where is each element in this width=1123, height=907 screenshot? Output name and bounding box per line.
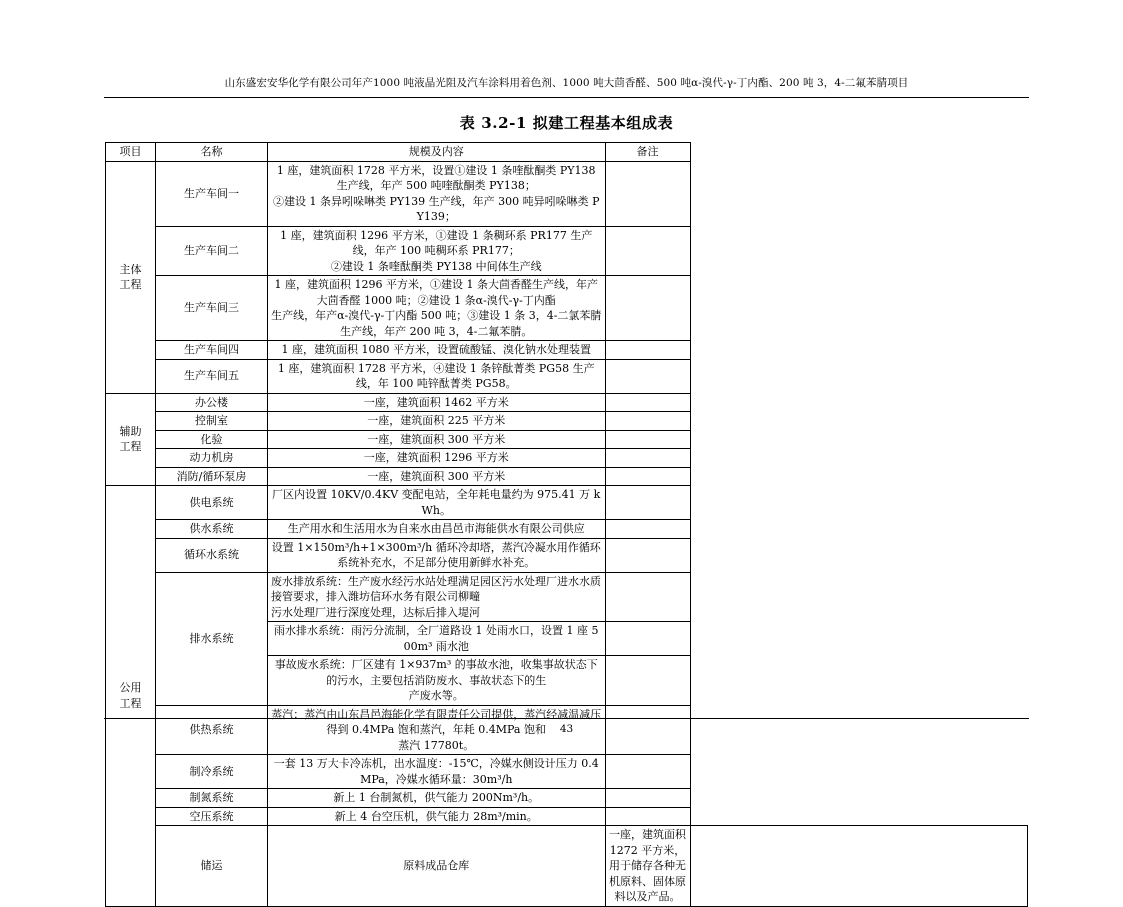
table-row [106, 393, 1028, 412]
row-spec-line1: 1 座，建筑面积 1296 平方米，①建设 1 条大茴香醛生产线，年产大茴香醛 1000 吨；②建设 1 条α-溴代-γ-丁内酯 [274, 278, 598, 307]
row-note [605, 656, 690, 706]
row-note [605, 161, 690, 226]
row-note [605, 807, 690, 826]
row-spec: 新上 1 台制氮机，供气能力 200Nm³/h。 [268, 789, 606, 808]
group-label-utility-line2: 工程 [119, 696, 142, 710]
group-label-main [106, 161, 156, 393]
row-note [605, 430, 690, 449]
row-spec: 生产用水和生活用水为自来水由昌邑市海能供水有限公司供应 [268, 520, 606, 539]
group-label-main-line1: 主体 [119, 262, 142, 276]
page-number: 43 [559, 723, 574, 735]
row-note [690, 826, 1028, 907]
row-spec-line5: 产废水等。 [408, 689, 464, 702]
row-spec: 新上 4 台空压机，供气能力 28m³/min。 [268, 807, 606, 826]
row-note [605, 755, 690, 789]
row-spec: 厂区内设置 10KV/0.4KV 变配电站，全年耗电量约为 975.41 万 kWh。 [268, 486, 606, 520]
column-header-note: 备注 [605, 143, 690, 162]
row-name: 生产车间一 [156, 161, 268, 226]
row-spec-line1: 废水排放系统：生产废水经污水站处理满足园区污水处理厂进水水质接管要求，排入潍坊信环水务有限公司柳疃 [271, 574, 601, 603]
table-row [106, 572, 1028, 622]
group-label-storage: 储运 [156, 826, 268, 907]
row-note [605, 622, 690, 656]
table-row [106, 486, 1028, 520]
row-name: 制氮系统 [156, 789, 268, 808]
row-spec-line2: ②建设 1 条喹酞酮类 PY138 中间体生产线 [330, 259, 542, 273]
row-note [605, 572, 690, 622]
row-spec: 1 座，建筑面积 1728 平方米，④建设 1 条锌酞菁类 PG58 生产线，年 100 吨锌酞菁类 PG58。 [268, 359, 606, 393]
row-note [605, 226, 690, 276]
table-row [106, 807, 1028, 826]
row-name: 原料成品仓库 [268, 826, 606, 907]
table-row [106, 520, 1028, 539]
row-note [605, 467, 690, 486]
row-spec-line2: 污水处理厂进行深度处理，达标后排入堤河 [271, 605, 480, 619]
group-label-main-line2: 工程 [119, 278, 142, 291]
row-spec-line2: ②建设 1 条异吲哚啉类 PY139 生产线，年产 300 吨异吲哚啉类 PY139； [272, 194, 600, 223]
row-name: 消防/循环泵房 [156, 467, 268, 486]
table-row [106, 538, 1028, 572]
row-spec: 一座，建筑面积 1272 平方米，用于储存各种无机原料、固体原料以及产品。 [605, 826, 690, 907]
row-spec-line4: 事故废水系统：厂区建有 1×937m³ 的事故水池，收集事故状态下的污水，主要包括消防废水、事故状态下的生 [274, 658, 598, 687]
row-name: 制冷系统 [156, 755, 268, 789]
row-spec [268, 161, 606, 226]
row-spec: 设置 1×150m³/h+1×300m³/h 循环冷却塔，蒸汽冷凝水用作循环系统补充水，不足部分使用新鲜水补充。 [268, 538, 606, 572]
table-row [106, 449, 1028, 468]
row-spec: 一座，建筑面积 300 平方米 [268, 430, 606, 449]
project-composition-table [105, 142, 1028, 907]
row-spec-line1: 蒸汽：蒸汽由山东昌邑海能化学有限责任公司提供，蒸汽经减温减压得到 0.4MPa 饱和蒸汽，年耗 0.4MPa 饱和 [271, 707, 602, 736]
row-spec [268, 572, 606, 622]
table-row [106, 226, 1028, 276]
column-header-spec: 规模及内容 [268, 143, 606, 162]
table-row [106, 412, 1028, 431]
row-spec: 一座，建筑面积 225 平方米 [268, 412, 606, 431]
running-header: 山东盛宏安华化学有限公司年产1000 吨液晶光阻及汽车涂料用着色剂、1000 吨大茴香醛、500 吨α-溴代-γ-丁内酯、200 吨 3，4-二氟苯腈项目 [224, 77, 909, 89]
row-spec-line1: 1 座，建筑面积 1728 平方米，设置①建设 1 条喹酞酮类 PY138 生产线，年产 500 吨喹酞酮类 PY138； [276, 163, 596, 192]
row-name: 动力机房 [156, 449, 268, 468]
row-spec: 一套 13 万大卡冷冻机，出水温度：-15℃，冷媒水侧设计压力 0.4MPa，冷媒水循环量：30m³/h [268, 755, 606, 789]
row-note [605, 359, 690, 393]
footer-divider [104, 718, 1029, 719]
row-spec: 一座，建筑面积 300 平方米 [268, 467, 606, 486]
column-header-project: 项目 [106, 143, 156, 162]
group-label-auxiliary-line1: 辅助 [119, 424, 142, 438]
row-note [605, 789, 690, 808]
table-row [106, 430, 1028, 449]
row-name: 化验 [156, 430, 268, 449]
row-note [605, 276, 690, 341]
row-note [605, 341, 690, 360]
table-title: 表 3.2-1 拟建工程基本组成表 [459, 114, 674, 132]
table-row [106, 359, 1028, 393]
row-note [605, 538, 690, 572]
row-note [605, 412, 690, 431]
group-label-utility-line1: 公用 [119, 681, 142, 695]
row-spec [268, 276, 606, 341]
row-name: 排水系统 [156, 572, 268, 705]
row-name: 控制室 [156, 412, 268, 431]
row-name: 供热系统 [156, 705, 268, 755]
main-table-container [105, 142, 1028, 907]
table-row [106, 826, 1028, 907]
row-name: 生产车间三 [156, 276, 268, 341]
row-name: 办公楼 [156, 393, 268, 412]
table-row [106, 467, 1028, 486]
row-spec: 一座，建筑面积 1462 平方米 [268, 393, 606, 412]
row-note [605, 520, 690, 539]
row-name: 生产车间四 [156, 341, 268, 360]
row-spec [268, 226, 606, 276]
row-spec: 雨水排水系统：雨污分流制，全厂道路设 1 处雨水口，设置 1 座 500m³ 雨水池 [268, 622, 606, 656]
table-row [106, 341, 1028, 360]
header-divider [104, 97, 1029, 98]
row-name: 生产车间五 [156, 359, 268, 393]
row-spec [268, 656, 606, 706]
row-name: 生产车间二 [156, 226, 268, 276]
table-row [106, 755, 1028, 789]
row-name: 供电系统 [156, 486, 268, 520]
table-row [106, 789, 1028, 808]
group-label-utility [106, 486, 156, 907]
row-spec-line2: 生产线，年产α-溴代-γ-丁内酯 500 吨；③建设 1 条 3，4-二氯苯腈生产线，年产 200 吨 3，4-二氟苯腈。 [271, 309, 602, 338]
row-name: 循环水系统 [156, 538, 268, 572]
row-note [605, 486, 690, 520]
row-spec-line1: 1 座，建筑面积 1296 平方米，①建设 1 条稠环系 PR177 生产线，年产 100 吨稠环系 PR177； [280, 228, 593, 257]
column-header-name: 名称 [156, 143, 268, 162]
table-row [106, 276, 1028, 341]
table-header-row [106, 143, 1028, 162]
row-note [605, 449, 690, 468]
group-label-auxiliary-line2: 工程 [119, 440, 142, 454]
row-note [605, 393, 690, 412]
row-spec: 一座，建筑面积 1296 平方米 [268, 449, 606, 468]
row-spec: 1 座，建筑面积 1080 平方米，设置硫酸锰、溴化钠水处理装置 [268, 341, 606, 360]
row-spec-line2: 蒸汽 17780t。 [398, 738, 475, 752]
row-name: 空压系统 [156, 807, 268, 826]
group-label-auxiliary [106, 393, 156, 486]
table-row [106, 161, 1028, 226]
row-name: 供水系统 [156, 520, 268, 539]
